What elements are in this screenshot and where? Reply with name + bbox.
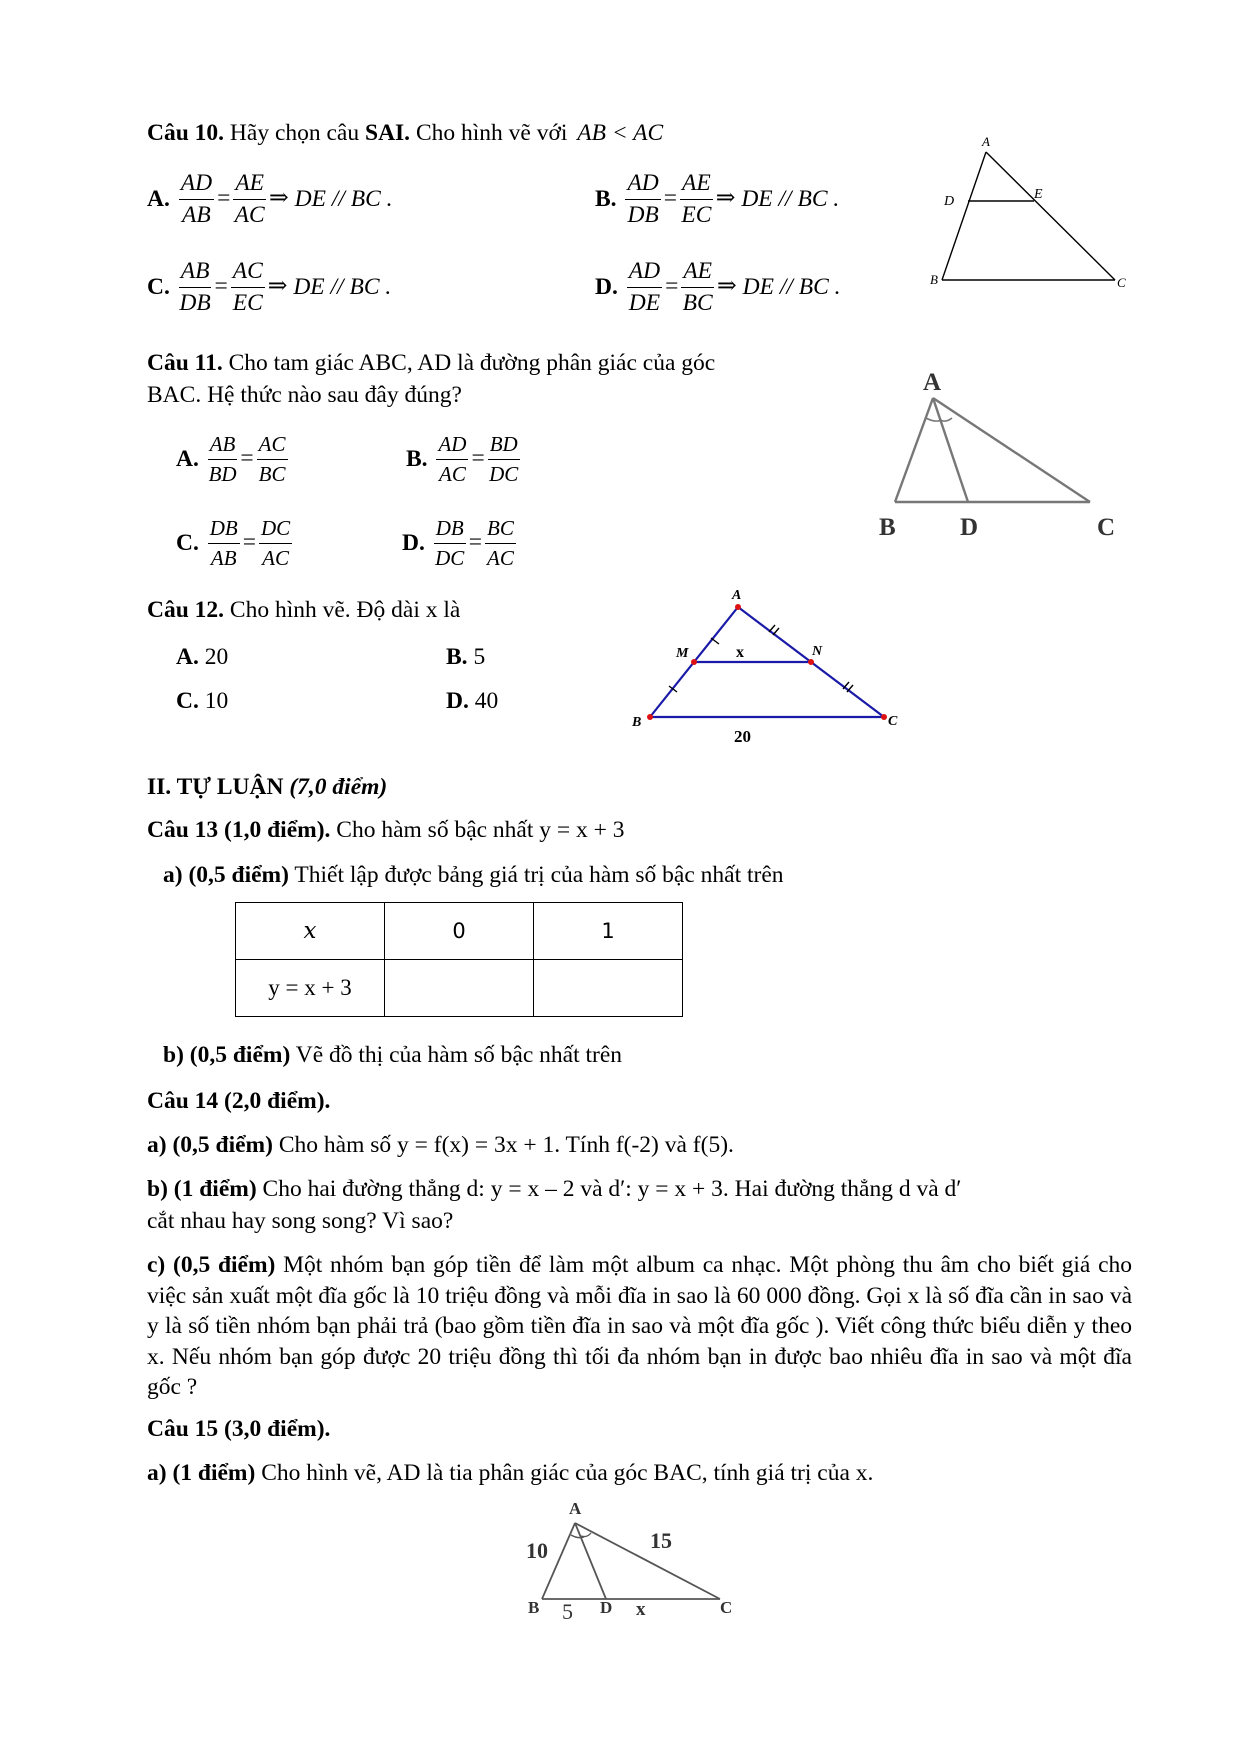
q10-heading: Câu 10. Hãy chọn câu SAI. Cho hình vẽ với AB < AC <box>147 120 664 146</box>
fraction: $\frac{AD}{DB}$ <box>627 170 659 228</box>
table-cell-empty <box>534 960 683 1017</box>
table-cell: 0 <box>385 903 534 960</box>
label-bd-length: 5 <box>562 1599 573 1624</box>
fraction: $\frac{AE}{EC}$ <box>681 170 712 228</box>
q14-part-b: b) (1 điểm) Cho hai đường thẳng d: y = x – 2 và d′: y = x + 3. Hai đường thẳng d và d′ <box>147 1176 962 1202</box>
table-row <box>236 903 683 960</box>
fraction: $\frac{BC}{AC}$ <box>487 516 514 570</box>
q11-option-a: A. $\frac{AB}{BD}$ = $\frac{AC}{BC}$ <box>176 432 286 486</box>
fraction: $\frac{DB}{DC}$ <box>435 516 465 570</box>
table-row <box>236 960 683 1017</box>
tick-mark <box>773 628 779 635</box>
q11-option-d: D. $\frac{DB}{DC}$ = $\frac{BC}{AC}$ <box>402 516 514 570</box>
q10-option-c: C. $\frac{AB}{DB}$ = $\frac{AC}{EC}$ ⇒ DE // BC . <box>147 258 392 316</box>
q11-triangle-figure <box>865 360 1165 560</box>
side-ac <box>986 152 1115 280</box>
q15-triangle-figure <box>510 1495 780 1630</box>
label-d: D <box>944 194 955 209</box>
label-b: B <box>879 514 896 541</box>
fraction: $\frac{AB}{DB}$ <box>179 258 211 316</box>
label-a: A <box>982 134 990 149</box>
q11-option-b: B. $\frac{AD}{AC}$ = $\frac{BD}{DC}$ <box>406 432 519 486</box>
fraction: $\frac{AC}{BC}$ <box>258 432 286 486</box>
side-ab <box>942 152 986 280</box>
label-x: x <box>736 644 744 661</box>
label-d: D <box>960 514 979 541</box>
point-c <box>881 714 887 720</box>
label-c: C <box>1097 514 1116 541</box>
point-n <box>808 659 814 665</box>
point-b <box>647 714 653 720</box>
label-c: C <box>888 714 898 729</box>
point-a <box>735 604 741 610</box>
q10-option-d: D. $\frac{AD}{DE}$ = $\frac{AE}{BC}$ ⇒ DE // BC . <box>595 258 841 316</box>
q15-part-a: a) (1 điểm) Cho hình vẽ, AD là tia phân giác của góc BAC, tính giá trị của x. <box>147 1460 874 1486</box>
q14-part-a: a) (0,5 điểm) Cho hàm số y = f(x) = 3x + 1. Tính f(-2) và f(5). <box>147 1132 734 1158</box>
table-cell: 1 <box>534 903 683 960</box>
q12-option-c: C. 10 <box>176 688 229 714</box>
side-ac <box>575 1523 720 1599</box>
table-cell: x <box>236 903 385 960</box>
label-c: C <box>720 1598 733 1617</box>
label-base-length: 20 <box>734 727 751 746</box>
fraction: $\frac{DB}{AB}$ <box>209 516 238 570</box>
q10-triangle-figure <box>930 130 1140 290</box>
q11-heading: Câu 11. Cho tam giác ABC, AD là đường phân giác của góc <box>147 350 716 376</box>
label-e: E <box>1034 187 1043 202</box>
angle-mark <box>581 1533 591 1537</box>
fraction: $\frac{AD}{AC}$ <box>438 432 467 486</box>
fraction: $\frac{AB}{BD}$ <box>208 432 237 486</box>
point-m <box>691 659 697 665</box>
q11-heading-line2: BAC. Hệ thức nào sau đây đúng? <box>147 382 462 408</box>
fraction: $\frac{AD}{DE}$ <box>628 258 661 316</box>
table-cell: y = x + 3 <box>236 960 385 1017</box>
q14-part-b-line2: cắt nhau hay song song? Vì sao? <box>147 1208 454 1234</box>
label-a: A <box>923 369 942 396</box>
bisector-ad <box>933 398 968 502</box>
label-b: B <box>528 1598 540 1617</box>
label-d: D <box>600 1598 613 1617</box>
label-m: M <box>676 646 689 661</box>
fraction: $\frac{AC}{EC}$ <box>232 258 263 316</box>
q14-heading: Câu 14 (2,0 điểm). <box>147 1088 331 1114</box>
side-ab <box>895 398 933 502</box>
label-a: A <box>732 588 742 603</box>
q12-option-d: D. 40 <box>446 688 499 714</box>
label-b: B <box>632 715 642 730</box>
fraction: $\frac{AD}{AB}$ <box>180 170 213 228</box>
label-c: C <box>1117 275 1126 290</box>
part2-title: II. TỰ LUẬN (7,0 điểm) <box>147 774 388 800</box>
q12-option-a: A. 20 <box>176 644 229 670</box>
table-cell-empty <box>385 960 534 1017</box>
label-ab-length: 10 <box>526 1538 548 1563</box>
fraction: $\frac{AE}{AC}$ <box>234 170 265 228</box>
fraction: $\frac{BD}{DC}$ <box>489 432 519 486</box>
fraction: $\frac{AE}{BC}$ <box>682 258 713 316</box>
label-n: N <box>812 644 823 659</box>
q13-part-b: b) (0,5 điểm) Vẽ đồ thị của hàm số bậc nhất trên <box>163 1042 623 1068</box>
label-a: A <box>569 1499 582 1518</box>
q13-part-a: a) (0,5 điểm) Thiết lập được bảng giá trị của hàm số bậc nhất trên <box>163 862 784 888</box>
q15-heading: Câu 15 (3,0 điểm). <box>147 1416 331 1442</box>
label-b: B <box>930 272 938 287</box>
value-table <box>235 902 683 1017</box>
tick-mark <box>769 625 775 632</box>
q10-option-b: B. $\frac{AD}{DB}$ = $\frac{AE}{EC}$ ⇒ DE // BC . <box>595 170 840 228</box>
q12-heading: Câu 12. Cho hình vẽ. Độ dài x là <box>147 597 461 623</box>
q13-heading: Câu 13 (1,0 điểm). Cho hàm số bậc nhất y = x + 3 <box>147 817 625 843</box>
q10-option-a: A. $\frac{AD}{AB}$ = $\frac{AE}{AC}$ ⇒ DE // BC . <box>147 170 393 228</box>
q12-trapezoid-figure <box>620 585 910 750</box>
side-ac <box>933 398 1090 502</box>
fraction: $\frac{DC}{AC}$ <box>261 516 291 570</box>
q12-option-b: B. 5 <box>446 644 486 670</box>
q11-option-c: C. $\frac{DB}{AB}$ = $\frac{DC}{AC}$ <box>176 516 291 570</box>
q14-part-c: c) (0,5 điểm) Một nhóm bạn góp tiền để làm một album ca nhạc. Một phòng thu âm cho biết giá cho việc sản xuất một đĩa gốc là 10 triệu đồng và mỗi đĩa in sao là 60 000 đồng. Gọi x là số đĩa cần in sao và y là số tiền nhóm bạn phải trả (bao gồm tiền đĩa in sao và một đĩa gốc ). Viết công thức biểu diễn y theo x. Nếu nhóm bạn góp được 20 triệu đồng thì tối đa nhóm bạn in được bao nhiêu đĩa in sao và một đĩa gốc ? <box>147 1252 1133 1400</box>
label-dc-length: x <box>636 1599 646 1620</box>
label-ac-length: 15 <box>650 1528 672 1553</box>
